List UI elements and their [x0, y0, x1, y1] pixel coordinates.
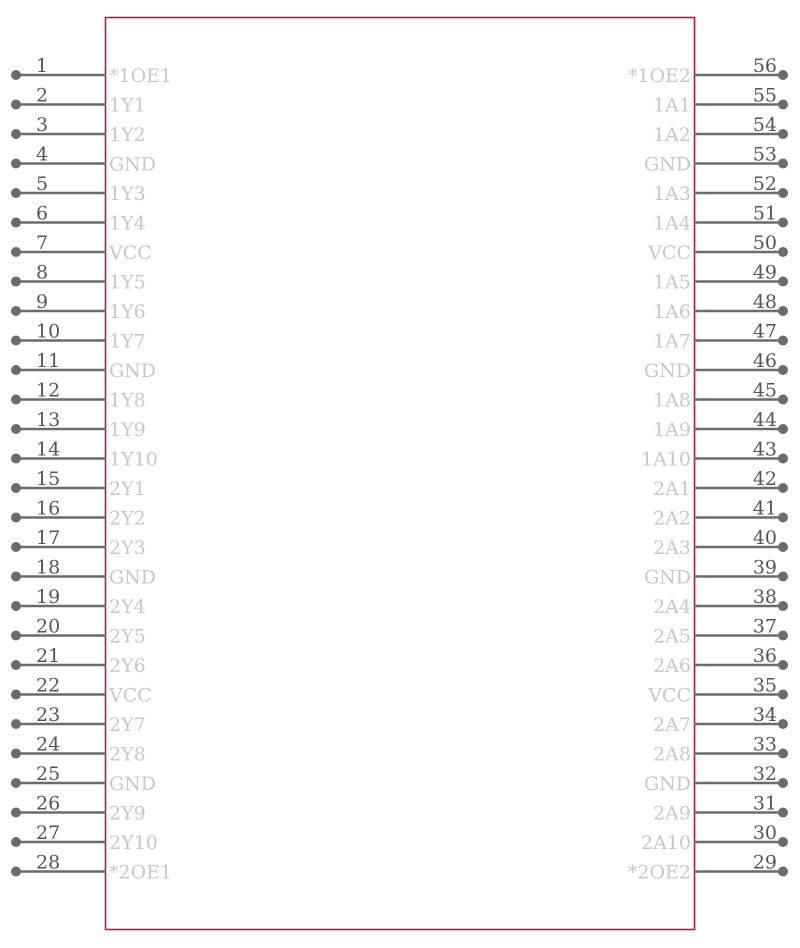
pin-label: 2A2	[653, 507, 691, 530]
pin-54	[653, 114, 788, 146]
pin-43	[641, 439, 788, 471]
pin-30	[641, 822, 788, 854]
pin-terminal-dot	[11, 365, 21, 375]
pin-number: 9	[36, 291, 49, 313]
pin-number: 51	[752, 202, 777, 225]
pin-label: 1A6	[653, 301, 691, 323]
pin-label: GND	[643, 153, 691, 176]
pin-number: 44	[752, 409, 777, 431]
pin-label: 2Y4	[109, 596, 146, 618]
pin-32	[644, 763, 788, 795]
pin-label: 2A3	[653, 537, 691, 559]
pin-label: VCC	[648, 684, 691, 707]
pin-label: 1Y1	[109, 94, 146, 117]
pin-number: 49	[752, 261, 777, 284]
pin-terminal-dot	[778, 660, 788, 670]
pin-14	[11, 439, 158, 471]
pin-number: 20	[36, 615, 61, 638]
pin-terminal-dot	[778, 336, 788, 346]
pin-8	[11, 262, 146, 294]
pin-22	[11, 675, 152, 707]
pin-terminal-dot	[778, 601, 788, 611]
pin-25	[11, 763, 156, 795]
pin-label: 1A10	[641, 448, 691, 471]
pin-51	[653, 203, 788, 235]
pin-terminal-dot	[11, 749, 21, 759]
pin-terminal-dot	[11, 837, 21, 847]
pin-56	[628, 55, 788, 87]
pin-terminal-dot	[11, 424, 21, 434]
pin-4	[11, 144, 156, 176]
pin-18	[11, 557, 156, 589]
pin-label: 1A8	[653, 389, 691, 412]
pin-label: GND	[109, 153, 157, 176]
pin-terminal-dot	[778, 70, 788, 80]
pin-label: GND	[109, 773, 157, 795]
pin-label: 1Y9	[109, 419, 146, 441]
pin-number: 37	[752, 615, 777, 638]
pin-21	[11, 645, 146, 677]
pin-terminal-dot	[11, 247, 21, 257]
pin-label: 2A4	[653, 596, 691, 618]
pin-9	[11, 291, 146, 323]
pin-terminal-dot	[11, 778, 21, 788]
pin-number: 54	[752, 114, 777, 136]
pin-27	[11, 822, 158, 854]
pin-28	[11, 852, 172, 884]
pin-19	[11, 586, 146, 618]
pin-number: 46	[752, 350, 777, 372]
pin-34	[653, 704, 788, 736]
pin-label: GND	[109, 360, 157, 382]
pin-label: 2Y9	[109, 802, 146, 825]
pin-label: 2A1	[653, 478, 691, 500]
pin-3	[11, 114, 146, 146]
pin-label: 2Y6	[109, 655, 146, 677]
pin-label: *2OE2	[627, 861, 691, 884]
pin-number: 45	[752, 379, 777, 402]
pin-label: 1Y3	[109, 183, 146, 205]
pin-number: 21	[36, 645, 61, 667]
pin-number: 22	[36, 674, 61, 697]
pin-label: VCC	[648, 242, 691, 264]
pin-11	[11, 350, 156, 382]
pin-number: 56	[752, 55, 777, 77]
pin-5	[11, 173, 146, 205]
pin-terminal-dot	[778, 365, 788, 375]
pin-26	[11, 793, 146, 825]
pin-label: 1A9	[653, 419, 691, 441]
pin-label: VCC	[109, 242, 152, 264]
pin-53	[644, 144, 788, 176]
pin-24	[11, 734, 146, 766]
pin-number: 48	[752, 291, 777, 313]
pin-label: 1Y5	[109, 271, 146, 294]
pin-terminal-dot	[778, 129, 788, 139]
pin-terminal-dot	[778, 454, 788, 464]
pin-number: 27	[36, 822, 61, 844]
pin-number: 38	[752, 586, 777, 608]
pin-label: 1A4	[653, 212, 691, 235]
pin-41	[653, 498, 788, 530]
pin-number: 30	[752, 822, 777, 844]
pin-label: 2Y1	[109, 478, 146, 500]
pin-terminal-dot	[11, 70, 21, 80]
pin-terminal-dot	[11, 188, 21, 198]
pin-number: 3	[36, 114, 49, 136]
pin-label: 2Y7	[109, 714, 146, 736]
pin-label: 1Y2	[109, 124, 146, 146]
pin-terminal-dot	[778, 247, 788, 257]
pin-38	[653, 586, 788, 618]
pin-terminal-dot	[11, 542, 21, 552]
pin-terminal-dot	[11, 867, 21, 877]
pin-29	[628, 852, 788, 884]
pin-terminal-dot	[11, 218, 21, 228]
pin-terminal-dot	[11, 631, 21, 641]
pin-number: 55	[752, 84, 777, 107]
pin-20	[11, 616, 146, 648]
pin-terminal-dot	[778, 395, 788, 405]
pin-terminal-dot	[778, 306, 788, 316]
pin-49	[653, 262, 788, 294]
pin-terminal-dot	[778, 690, 788, 700]
pin-terminal-dot	[778, 277, 788, 287]
pin-label: 2A10	[641, 832, 691, 854]
pin-2	[11, 85, 146, 117]
pin-terminal-dot	[778, 572, 788, 582]
pin-16	[11, 498, 146, 530]
pin-terminal-dot	[11, 513, 21, 523]
pin-6	[11, 203, 146, 235]
pin-number: 50	[752, 232, 777, 254]
pin-number: 32	[752, 763, 777, 785]
pin-terminal-dot	[11, 336, 21, 346]
pin-47	[653, 321, 788, 353]
pin-number: 16	[36, 497, 61, 520]
pin-number: 33	[752, 733, 777, 756]
pin-terminal-dot	[778, 218, 788, 228]
pin-35	[647, 675, 788, 707]
pin-terminal-dot	[11, 100, 21, 110]
pin-number: 47	[752, 320, 777, 343]
pin-number: 35	[752, 674, 777, 697]
pin-37	[653, 616, 788, 648]
pin-45	[653, 380, 788, 412]
pin-terminal-dot	[11, 660, 21, 670]
pin-label: 1A7	[653, 330, 691, 353]
pin-number: 43	[752, 438, 777, 461]
pin-terminal-dot	[778, 719, 788, 729]
pin-50	[647, 232, 788, 264]
pin-1	[11, 55, 172, 87]
pin-terminal-dot	[778, 778, 788, 788]
pin-10	[11, 321, 146, 353]
pin-42	[653, 468, 788, 500]
pin-number: 7	[36, 232, 49, 254]
pin-13	[11, 409, 146, 441]
pin-15	[11, 468, 146, 500]
pin-number: 5	[36, 173, 49, 195]
pin-label: 2A9	[653, 802, 691, 825]
pin-label: 2A5	[653, 625, 691, 648]
pin-number: 19	[36, 586, 61, 608]
pin-terminal-dot	[778, 159, 788, 169]
pin-label: VCC	[109, 684, 152, 707]
left-pin-group	[11, 55, 172, 884]
pin-label: 1Y6	[109, 301, 146, 323]
pin-label: GND	[643, 360, 691, 382]
pin-33	[653, 734, 788, 766]
pin-terminal-dot	[778, 867, 788, 877]
pin-31	[653, 793, 788, 825]
pin-terminal-dot	[11, 719, 21, 729]
pin-label: 1Y4	[109, 212, 146, 235]
pin-39	[644, 557, 788, 589]
pin-terminal-dot	[11, 483, 21, 493]
pin-52	[653, 173, 788, 205]
pin-number: 24	[36, 733, 61, 756]
pin-number: 13	[36, 409, 61, 431]
pin-number: 39	[752, 556, 777, 579]
pin-label: 1A3	[653, 183, 691, 205]
pin-40	[653, 527, 788, 559]
pin-terminal-dot	[11, 808, 21, 818]
pin-label: 2Y2	[109, 507, 146, 530]
pin-label: 1A5	[653, 271, 691, 294]
pin-label: 2A7	[653, 714, 691, 736]
pin-terminal-dot	[11, 277, 21, 287]
pin-7	[11, 232, 152, 264]
pin-terminal-dot	[778, 631, 788, 641]
pin-label: GND	[109, 566, 157, 589]
pin-terminal-dot	[11, 306, 21, 316]
pin-number: 18	[36, 556, 61, 579]
pin-number: 34	[752, 704, 777, 726]
pin-terminal-dot	[778, 542, 788, 552]
pin-label: *1OE1	[109, 65, 173, 87]
pin-number: 6	[36, 202, 49, 225]
pin-terminal-dot	[778, 513, 788, 523]
pin-terminal-dot	[778, 837, 788, 847]
pin-number: 1	[36, 55, 49, 77]
pin-terminal-dot	[778, 749, 788, 759]
pin-terminal-dot	[778, 188, 788, 198]
pin-label: GND	[643, 566, 691, 589]
pin-terminal-dot	[11, 129, 21, 139]
pin-number: 42	[752, 468, 777, 490]
pin-label: *1OE2	[627, 65, 691, 87]
pin-44	[653, 409, 788, 441]
pin-terminal-dot	[11, 572, 21, 582]
pin-label: 1A2	[653, 124, 691, 146]
pin-number: 17	[36, 527, 61, 549]
pin-terminal-dot	[778, 483, 788, 493]
pin-terminal-dot	[11, 395, 21, 405]
pin-number: 2	[36, 84, 49, 107]
pin-number: 26	[36, 792, 61, 815]
pin-number: 40	[752, 527, 777, 549]
pin-23	[11, 704, 146, 736]
pin-number: 28	[36, 851, 61, 874]
pin-number: 31	[752, 792, 777, 815]
pin-label: 2A6	[653, 655, 691, 677]
pin-terminal-dot	[11, 690, 21, 700]
pin-number: 53	[752, 143, 777, 166]
pin-number: 23	[36, 704, 61, 726]
pin-number: 25	[36, 763, 61, 785]
pin-label: GND	[643, 773, 691, 795]
pin-label: 2Y3	[109, 537, 146, 559]
pin-36	[653, 645, 788, 677]
pin-number: 15	[36, 468, 61, 490]
pin-17	[11, 527, 146, 559]
pin-terminal-dot	[11, 454, 21, 464]
pin-48	[653, 291, 788, 323]
pin-terminal-dot	[11, 601, 21, 611]
pin-number: 52	[752, 173, 777, 195]
pin-label: 1Y10	[109, 448, 158, 471]
pin-number: 11	[36, 350, 61, 372]
pin-label: 2Y8	[109, 743, 146, 766]
pin-55	[653, 85, 788, 117]
pin-terminal-dot	[778, 808, 788, 818]
pin-label: 2Y5	[109, 625, 146, 648]
pin-12	[11, 380, 146, 412]
pin-label: 1Y8	[109, 389, 146, 412]
right-pin-group	[628, 55, 788, 884]
pin-label: 2Y10	[109, 832, 158, 854]
pin-46	[644, 350, 788, 382]
pin-number: 10	[36, 320, 61, 343]
pin-number: 29	[752, 851, 777, 874]
pin-label: 2A8	[653, 743, 691, 766]
pin-terminal-dot	[11, 159, 21, 169]
pin-number: 12	[36, 379, 61, 402]
pin-label: *2OE1	[109, 861, 173, 884]
component-body-outline	[106, 18, 695, 930]
pin-number: 14	[36, 438, 61, 461]
pin-terminal-dot	[778, 100, 788, 110]
pin-terminal-dot	[778, 424, 788, 434]
pin-number: 41	[752, 497, 777, 520]
pin-number: 8	[36, 261, 49, 284]
pin-label: 1Y7	[109, 330, 146, 353]
pin-number: 36	[752, 645, 777, 667]
pin-number: 4	[36, 143, 49, 166]
pin-label: 1A1	[653, 94, 691, 117]
